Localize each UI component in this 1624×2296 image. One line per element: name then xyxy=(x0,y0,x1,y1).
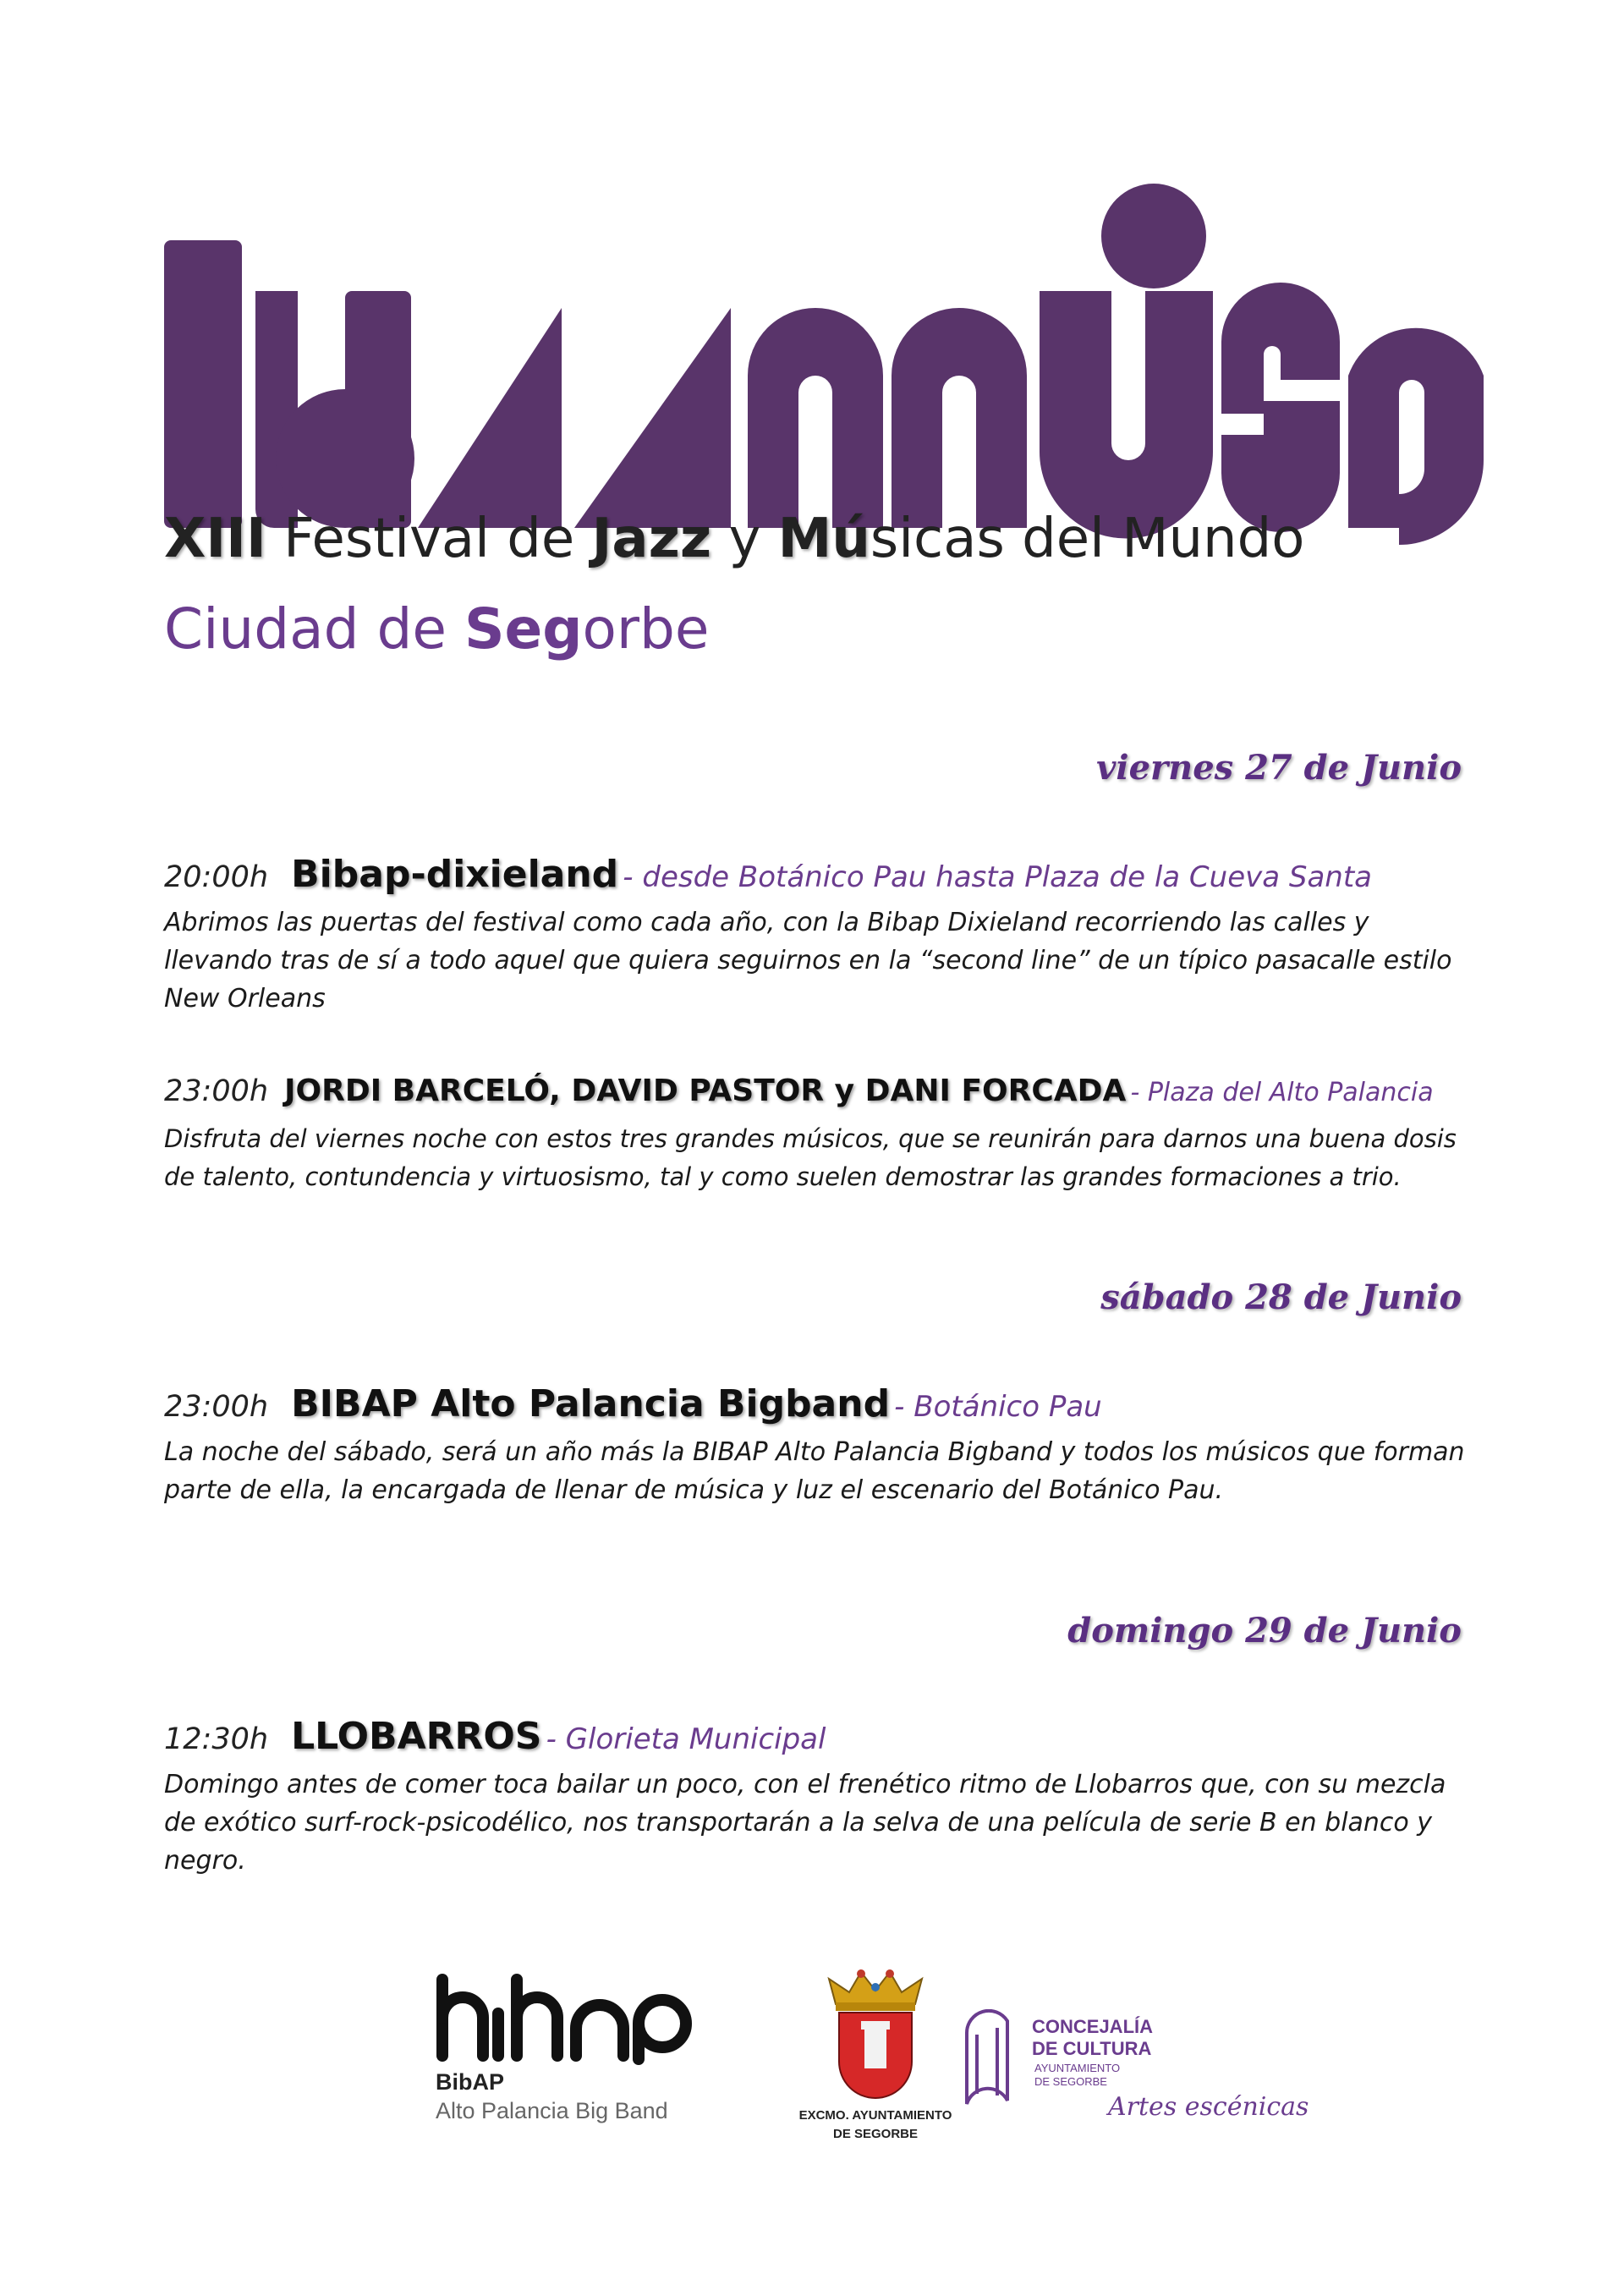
event-bibap-bigband xyxy=(164,1381,1467,1509)
event-bibap-dixieland xyxy=(164,851,1467,1018)
crest-icon xyxy=(820,1967,930,2102)
festival-title: XIII Festival de Jazz y Músicas del Mundo xyxy=(164,508,1305,570)
event-time: 23:00h xyxy=(164,1390,269,1424)
ayuntamiento-name-line2: DE SEGORBE xyxy=(832,2127,919,2141)
bibap-wordmark-icon xyxy=(436,1971,698,2066)
event-venue: - desde Botánico Pau hasta Plaza de la Cueva Santa xyxy=(623,860,1373,894)
day-heading-friday: viernes 27 de Junio xyxy=(1096,748,1462,788)
event-name: BIBAP Alto Palancia Bigband xyxy=(291,1382,891,1425)
event-venue: - Botánico Pau xyxy=(894,1390,1102,1424)
edition-number: XIII xyxy=(164,508,266,570)
festival-logo xyxy=(164,181,1484,553)
festival-city: Ciudad de Segorbe xyxy=(164,596,710,662)
cultura-line2: DE CULTURA xyxy=(1032,2038,1152,2059)
cultura-artes-escenicas: Artes escénicas xyxy=(1108,2092,1309,2122)
ayuntamiento-name-line1: EXCMO. AYUNTAMIENTO xyxy=(798,2108,952,2123)
event-time: 20:00h xyxy=(164,860,269,894)
day-heading-sunday: domingo 29 de Junio xyxy=(1067,1611,1462,1651)
concejalia-cultura-logo xyxy=(960,2009,1309,2136)
event-jordi-barcelo xyxy=(164,1068,1467,1196)
ayuntamiento-logo xyxy=(778,1967,973,2145)
event-time: 23:00h xyxy=(164,1074,269,1108)
event-description: Domingo antes de comer toca bailar un poco, con el frenético ritmo de Llobarros que, con su mezcla de exótico surf-rock-psicodélico, nos transportarán a la selva de una película de serie B en blanco y negro. xyxy=(164,1770,1446,1876)
event-name: JORDI BARCELÓ, DAVID PASTOR y DANI FORCADA xyxy=(284,1074,1127,1108)
event-venue: - Plaza del Alto Palancia xyxy=(1130,1078,1434,1107)
event-description: Disfruta del viernes noche con estos tres grandes músicos, que se reunirán para darnos una buena dosis de talento, contundencia y virtuosismo, tal y como suelen demostrar las grandes formaciones a trio. xyxy=(164,1124,1457,1191)
event-llobarros xyxy=(164,1713,1467,1880)
cultura-line1: CONCEJALÍA xyxy=(1032,2016,1154,2037)
book-icon xyxy=(960,2009,1019,2111)
event-name: Bibap-dixieland xyxy=(291,853,619,896)
event-time: 12:30h xyxy=(164,1722,269,1756)
cultura-line3: AYUNTAMIENTO xyxy=(1034,2062,1121,2074)
cultura-line4: DE SEGORBE xyxy=(1034,2075,1107,2088)
bibap-subtitle: Alto Palancia Big Band xyxy=(436,2098,668,2123)
bibap-logo xyxy=(436,1971,706,2132)
event-description: La noche del sábado, será un año más la BIBAP Alto Palancia Bigband y todos los músicos que forman parte de ella, la encargada de llenar de música y luz el escenario del Botánico Pau. xyxy=(164,1437,1465,1505)
day-heading-saturday: sábado 28 de Junio xyxy=(1100,1277,1462,1317)
event-venue: - Glorieta Municipal xyxy=(546,1722,826,1756)
event-name: LLOBARROS xyxy=(291,1715,542,1758)
bibap-name: BibAP xyxy=(436,2069,504,2095)
event-description: Abrimos las puertas del festival como cada año, con la Bibap Dixieland recorriendo las calles y llevando tras de sí a todo aquel que quiera seguirnos en la “second line” de un típico pasacalle estilo New Orleans xyxy=(164,908,1452,1013)
